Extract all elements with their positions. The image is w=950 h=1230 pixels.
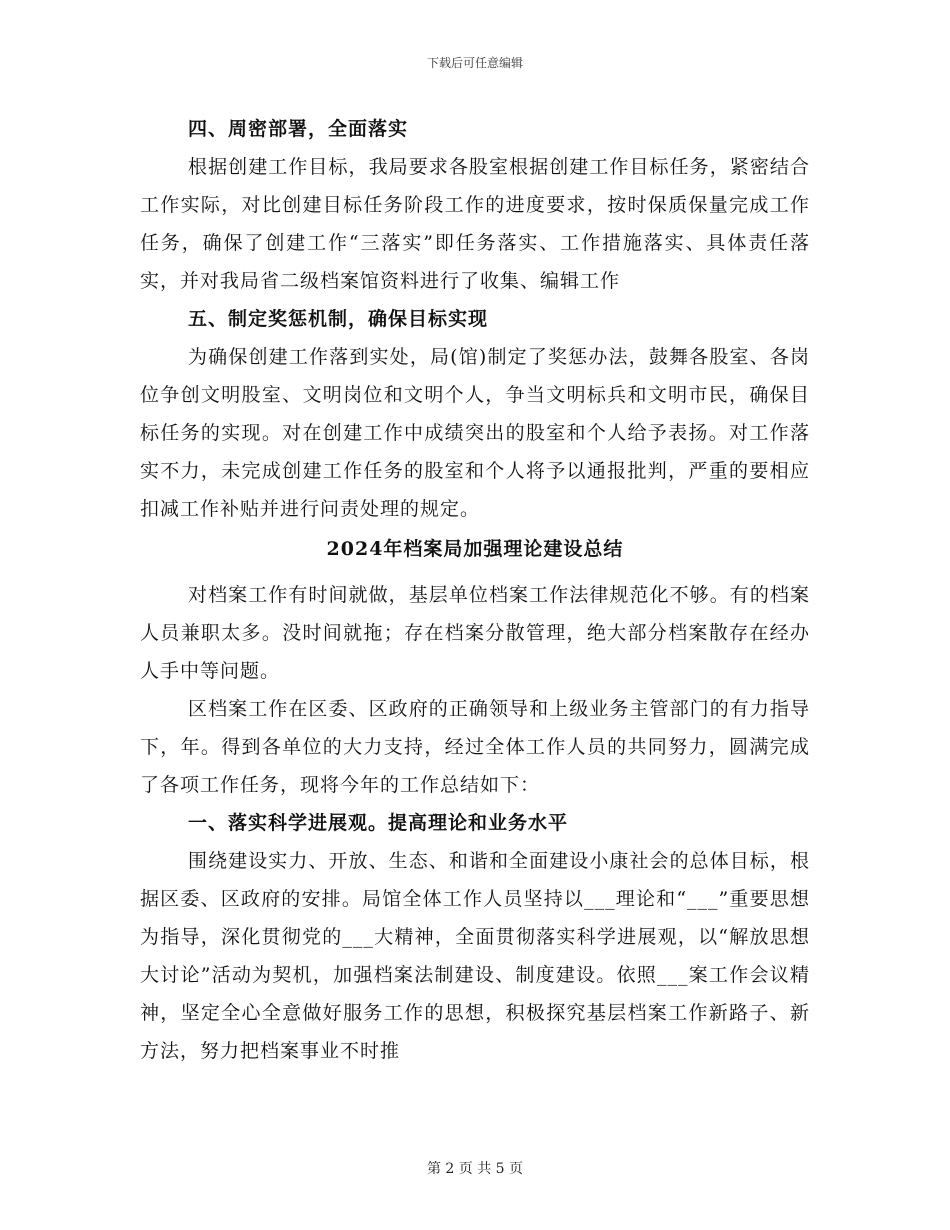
section-heading-1: 一、落实科学进展观。提高理论和业务水平 [188, 812, 569, 834]
paragraph: 围绕建设实力、开放、生态、和谐和全面建设小康社会的总体目标，根据区委、区政府的安排。局馆全体工作人员坚持以___理论和“___”重要思想为指导，深化贯彻党的___大精神，全面贯彻落实科学进展观，以“解放思想大讨论”活动为契机，加强档案法制建设、制度建设。依照___案工作会议精神，坚定全心全意做好服务工作的思想，积极探究基层档案工作新路子、新方法，努力把档案事业不时推 [140, 850, 810, 1062]
document-title: 2024年档案局加强理论建设总结 [326, 538, 624, 560]
page-number: 第 2 页 共 5 页 [426, 1161, 524, 1177]
section-heading-5: 五、制定奖惩机制，确保目标实现 [188, 308, 489, 330]
paragraph: 区档案工作在区委、区政府的正确领导和上级业务主管部门的有力指导下，年。得到各单位的大力支持，经过全体工作人员的共同努力，圆满完成了各项工作任务，现将今年的工作总结如下： [140, 698, 810, 796]
document-body [140, 110, 810, 1070]
section-heading-4: 四、周密部署，全面落实 [188, 118, 409, 140]
header-note: 下载后可任意编辑 [426, 56, 523, 70]
paragraph: 为确保创建工作落到实处，局(馆)制定了奖惩办法，鼓舞各股室、各岗位争创文明股室、文明岗位和文明个人，争当文明标兵和文明市民，确保目标任务的实现。对在创建工作中成绩突出的股室和个人给予表扬。对工作落实不力，未完成创建工作任务的股室和个人将予以通报批判，严重的要相应扣减工作补贴并进行问责处理的规定。 [140, 346, 810, 520]
paragraph: 对档案工作有时间就做，基层单位档案工作法律规范化不够。有的档案人员兼职太多。没时间就拖；存在档案分散管理，绝大部分档案散存在经办人手中等问题。 [140, 584, 810, 682]
paragraph: 根据创建工作目标，我局要求各股室根据创建工作目标任务，紧密结合工作实际，对比创建目标任务阶段工作的进度要求，按时保质保量完成工作任务，确保了创建工作“三落实”即任务落实、工作措施落实、具体责任落实，并对我局省二级档案馆资料进行了收集、编辑工作 [140, 156, 810, 292]
